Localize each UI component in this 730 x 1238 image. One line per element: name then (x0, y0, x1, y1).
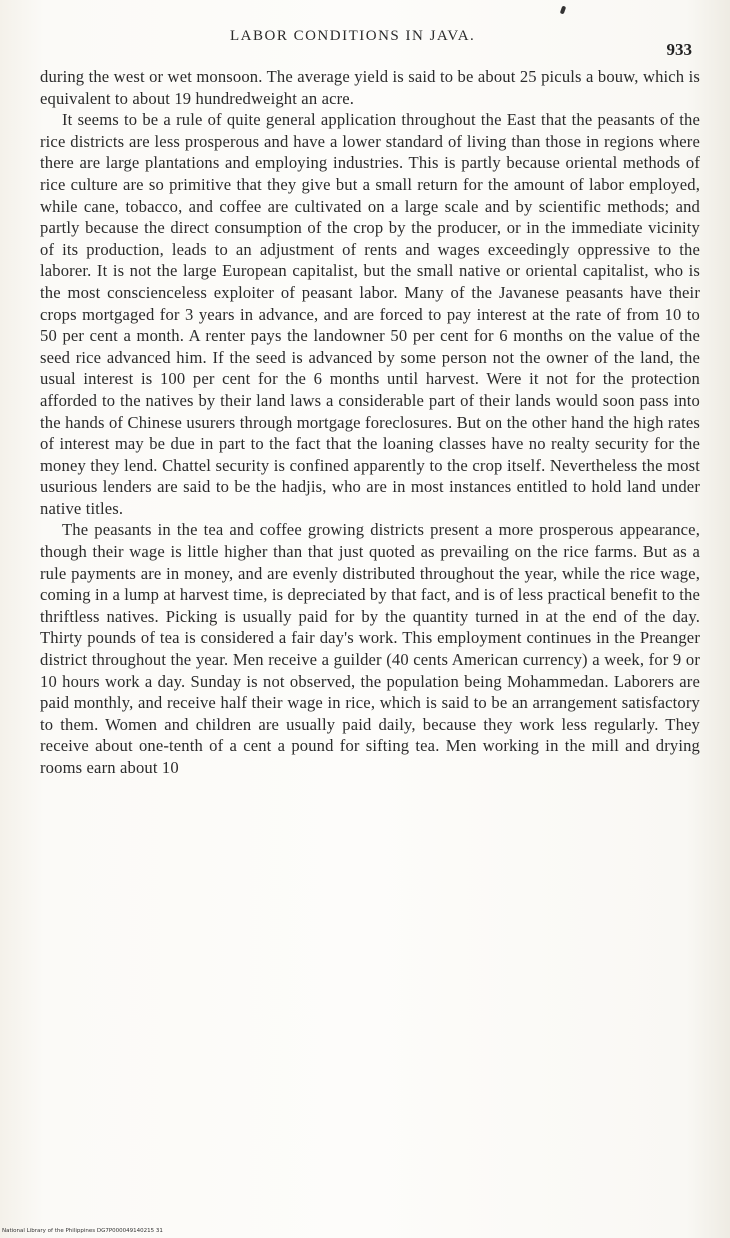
scan-credit: National Library of the Philippines DG7P000049140215 31 (2, 1228, 163, 1234)
body-text (40, 66, 700, 779)
paragraph: It seems to be a rule of quite general application throughout the East that the peasants of the rice districts are less prosperous and have a lower standard of living than those in regions where there are large plantations and employing industries. This is partly because oriental methods of rice culture are so primitive that they give but a small return for the amount of labor employed, while cane, tobacco, and coffee are cultivated on a large scale and by scientific methods; and partly because the direct consumption of the crop by the producer, or in the immediate vicinity of its production, leads to an adjustment of rents and wages exceedingly oppressive to the laborer. It is not the large European capitalist, but the small native or oriental capitalist, who is the most conscienceless exploiter of peasant labor. Many of the Javanese peasants have their crops mortgaged for 3 years in advance, and are forced to pay interest at the rate of from 10 to 50 per cent a month. A renter pays the landowner 50 per cent for 6 months on the value of the seed rice advanced him. If the seed is advanced by some person not the owner of the land, the usual interest is 100 per cent for the 6 months until harvest. Were it not for the protection afforded to the natives by their land laws a considerable part of their lands would soon pass into the hands of Chinese usurers through mortgage foreclosures. But on the other hand the high rates of interest may be due in part to the fact that the loaning classes have no realty security for the money they lend. Chattel security is confined apparently to the crop itself. Nevertheless the most usurious lenders are said to be the hadjis, who are in most instances entitled to hold land under native titles. (40, 110, 700, 518)
ink-speck (560, 6, 566, 15)
paragraph: The peasants in the tea and coffee growing districts present a more prosperous appearance, though their wage is little higher than that just quoted as prevailing on the rice farms. But as a rule payments are in money, and are evenly distributed throughout the year, while the rice wage, coming in a lump at harvest time, is depreciated by that fact, and is of less practical benefit to the thriftless natives. Picking is usually paid for by the quantity turned in at the end of the day. Thirty pounds of tea is considered a fair day's work. This employment continues in the Preanger district throughout the year. Men receive a guilder (40 cents American currency) a week, for 9 or 10 hours work a day. Sunday is not observed, the population being Mohammedan. Laborers are paid monthly, and receive half their wage in rice, which is said to be an arrangement satisfactory to them. Women and children are usually paid daily, because they work less regularly. They receive about one-tenth of a cent a pound for sifting tea. Men working in the mill and drying rooms earn about 10 (40, 520, 700, 777)
paragraph-continued: during the west or wet monsoon. The average yield is said to be about 25 piculs a bouw, which is equivalent to about 19 hundredweight an acre. (40, 67, 700, 108)
page-number: 933 (666, 40, 692, 59)
running-header: LABOR CONDITIONS IN JAVA. (230, 28, 476, 44)
